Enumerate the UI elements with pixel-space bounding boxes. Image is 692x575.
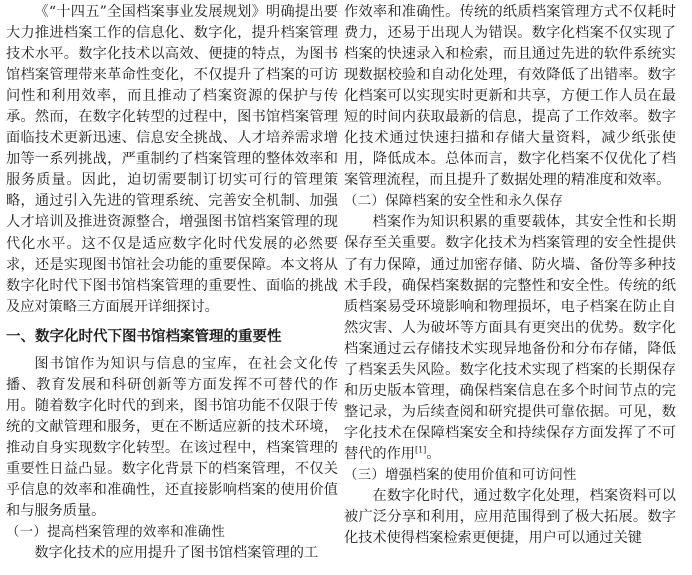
left-column xyxy=(6,2,338,564)
subsection-heading-2: （二）保障档案的安全性和永久保存 xyxy=(344,194,564,210)
intro-paragraph: 《“十四五”全国档案事业发展规划》明确提出要大力推进档案工作的信息化、数字化，提升档案管理技术水平。数字化技术以高效、便捷的特点，为图书馆档案管理带来革命性变化，不仅提升了档案的可访问性和利用效率，而且推动了档案资源的保护与传承。然而，在数字化转型的过程中，图书馆档案管理面临技术更新迅速、信息安全挑战、人才培养需求增加等一系列挑战，严重制约了档案管理的整体效率和服务质量。因此，迫切需要制订切实可行的管理策略，通过引入先进的管理系统、完善安全机制、加强人才培训及推进资源整合，增强图书馆档案管理的现代化水平。这不仅是适应数字化时代发展的必然要求，还是实现图书馆社会功能的重要保障。本文将从数字化时代下图书馆档案管理的重要性、面临的挑战及应对策略三方面展开详细探讨。 xyxy=(6,4,338,315)
subsection-heading-1: （一）提高档案管理的效率和准确性 xyxy=(6,525,226,541)
body-paragraph: 作效率和准确性。传统的纸质档案管理方式不仅耗时费力，还易于出现人为错误。数字化档案不仅实现了档案的快速录入和检索，而且通过先进的软件系统实现数据校验和自动化处理，有效降低了出错率。数字化档案可以实现实时更新和共享，方便工作人员在最短的时间内获取最新的信息，提高了工作效率。数字化技术通过快速扫描和存储大量资料，减少纸张使用，降低成本。总体而言，数字化档案不仅优化了档案管理流程，而且提升了数据处理的精准度和效率。 xyxy=(344,4,676,189)
body-paragraph xyxy=(344,212,676,465)
subsection-heading-3: （三）增强档案的使用价值和可访问性 xyxy=(344,467,577,483)
body-paragraph: 图书馆作为知识与信息的宝库，在社会文化传播、教育发展和科研创新等方面发挥不可替代的作用。随着数字化时代的到来，图书馆功能不仅限于传统的文献管理和服务，更在不断适应新的技术环境，推动自身实现数字化转型。在该过程中，档案管理的重要性日益凸显。数字化背景下的档案管理，不仅关乎信息的效率和准确性，还直接影响档案的使用价值和与服务质量。 xyxy=(6,355,338,520)
body-paragraph: 在数字化时代，通过数字化处理，档案资料可以被广泛分享和利用，应用范围得到了极大拓展。数字化技术使得档案检索更便捷，用户可以通过关键 xyxy=(344,487,676,547)
right-column xyxy=(344,2,676,549)
citation-marker[interactable]: [1] xyxy=(414,445,427,455)
body-paragraph: 数字化技术的应用提升了图书馆档案管理的工 xyxy=(34,545,319,562)
section-heading-1: 一、数字化时代下图书馆档案管理的重要性 xyxy=(6,327,282,345)
body-text: 档案作为知识积累的重要载体，其安全性和长期保存至关重要。数字化技术为档案管理的安全性提供了有力保障，通过加密存储、防火墙、备份等多种技术手段，确保档案数据的完整性和安全性。传统的纸质档案易受环境影响和物理损坏，电子档案在防止自然灾害、人为破坏等方面具有更突出的优势。数字化档案通过云存储技术实现异地备份和分布存储，降低了档案丢失风险。数字化技术实现了档案的长期保存和历史版本管理，确保档案信息在多个时间节点的完整记录，为后续查阅和研究提供可靠依据。可见，数字化技术在保障档案安全和持续保存方面发挥了不可替代的作用 xyxy=(344,214,676,462)
body-text: 。 xyxy=(426,445,441,462)
